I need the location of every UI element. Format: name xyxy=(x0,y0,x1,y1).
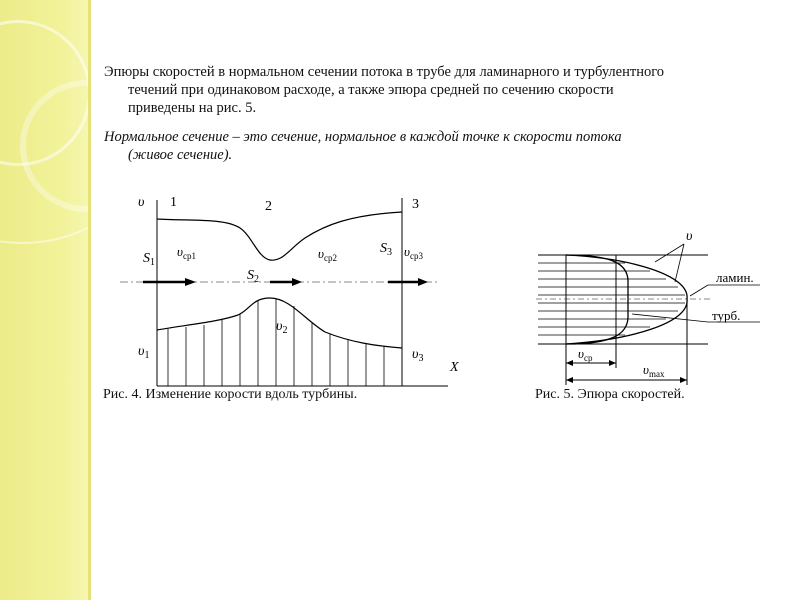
turbulent-label: турб. xyxy=(712,308,741,323)
figure-4-caption: Рис. 4. Изменение корости вдоль турбины. xyxy=(103,387,358,402)
leader-line-v xyxy=(675,244,684,282)
v-axis-label: υ xyxy=(138,195,145,210)
mean-velocity-label-2: $\upsilon_{cp2}$ xyxy=(318,246,337,263)
area-label-s3: $S_3$ xyxy=(380,241,392,258)
section-label-2: 2 xyxy=(265,199,272,214)
paragraph-line: (живое сечение). xyxy=(128,147,233,163)
area-label-s1: $S_1$ xyxy=(143,251,155,268)
velocity-label: υ xyxy=(686,229,693,244)
leader-line-v xyxy=(655,244,684,262)
section-label-3: 3 xyxy=(412,197,419,212)
laminar-label: ламин. xyxy=(716,270,754,285)
mean-velocity-label-3: $\upsilon_{cp3}$ xyxy=(404,244,423,261)
max-velocity-label: $\upsilon_{max}$ xyxy=(643,362,665,379)
arrowhead xyxy=(566,377,573,383)
velocity-label-2: $\upsilon_2$ xyxy=(276,319,288,336)
paragraph-line: Эпюры скоростей в нормальном сечении потока в трубе для ламинарного и турбулентного xyxy=(104,64,665,80)
paragraph-line: Нормальное сечение – это сечение, нормальное в каждой точке к скорости потока xyxy=(104,129,622,145)
section-label-1: 1 xyxy=(170,195,177,210)
area-label-s2: $S_2$ xyxy=(247,268,259,285)
x-axis-label: X xyxy=(450,360,459,375)
figure-5-caption: Рис. 5. Эпюра скоростей. xyxy=(535,387,685,402)
arrowhead xyxy=(680,377,687,383)
paragraph-line: приведены на рис. 5. xyxy=(128,100,257,116)
mean-velocity-label-1: $\upsilon_{cp1}$ xyxy=(177,244,196,261)
velocity-label-1: $\upsilon_1$ xyxy=(138,344,150,361)
mean-velocity-label: $\upsilon_{cp}$ xyxy=(578,346,593,363)
laminar-profile-curve xyxy=(566,255,687,344)
paragraph-line: течений при одинаковом расходе, а также эпюра средней по сечению скорости xyxy=(128,82,614,98)
leader-line-lamin xyxy=(690,285,708,296)
arrowhead xyxy=(609,360,616,366)
arrowhead xyxy=(566,360,573,366)
velocity-label-3: $\upsilon_3$ xyxy=(412,347,424,364)
